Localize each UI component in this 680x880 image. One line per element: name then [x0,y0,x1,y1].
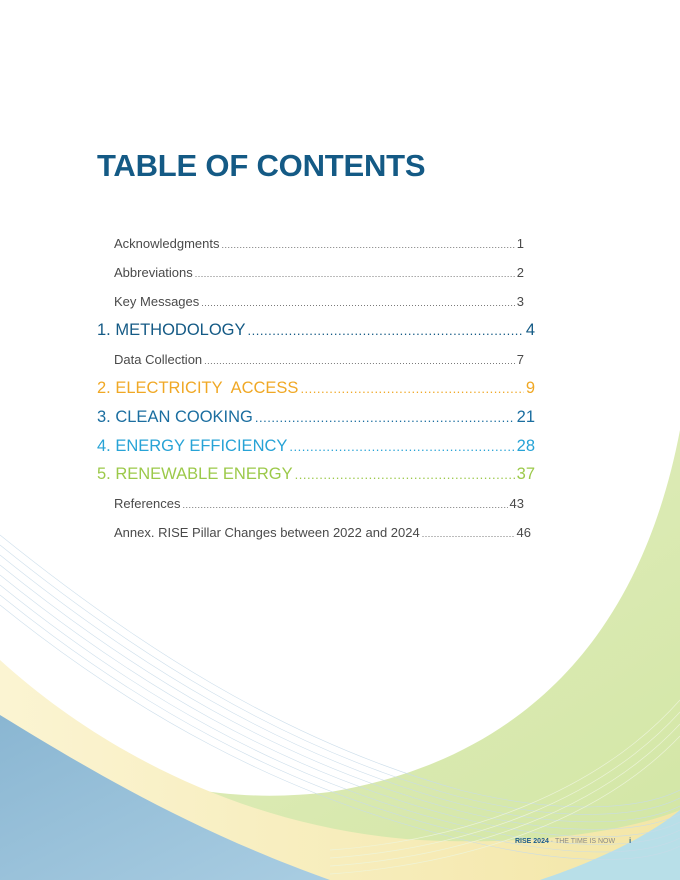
dot-leader [289,439,514,454]
dot-leader [201,298,515,308]
toc-page-number: 9 [525,379,535,397]
toc-entry-acknowledgments[interactable] [114,236,524,251]
dot-leader [248,323,524,338]
toc-page-number: 2 [516,265,524,280]
toc-entry-key-messages[interactable] [114,294,524,309]
toc-page-number: 1 [516,236,524,251]
toc-entry-label: 5. RENEWABLE ENERGY [97,465,293,483]
toc-page-number: 21 [516,408,535,426]
toc-entry-label: Annex. RISE Pillar Changes between 2022 and 2024 [114,525,420,540]
toc-entry-references[interactable] [114,496,524,511]
toc-page-number: 43 [509,496,524,511]
dot-leader [204,356,515,366]
toc-entry-label: Abbreviations [114,265,193,280]
toc-entry-methodology[interactable] [97,321,535,340]
toc-page-number: 4 [525,321,535,339]
dot-leader [300,381,523,396]
toc-page-number: 7 [516,352,524,367]
toc-entry-label: 1. METHODOLOGY [97,321,246,339]
toc-page-number: 28 [516,437,535,455]
dot-leader [222,240,515,250]
toc-entry-energy-efficiency[interactable] [97,437,535,456]
toc-entry-label: 3. CLEAN COOKING [97,408,253,426]
toc-entry-label: References [114,496,181,511]
toc-page-number: 3 [516,294,524,309]
toc-entry-abbreviations[interactable] [114,265,524,280]
toc-entry-label: 2. ELECTRICITY ACCESS [97,379,299,397]
footer-page-number: i [629,838,632,845]
toc-page-number: 37 [516,465,535,483]
page-title: TABLE OF CONTENTS [97,148,426,183]
dot-leader [195,269,515,279]
dot-leader [295,467,515,482]
toc-page-number: 46 [516,525,531,540]
toc-entry-renewable-energy[interactable] [97,465,535,484]
toc-entry-label: Key Messages [114,294,200,309]
dot-leader [255,410,515,425]
page-footer [515,838,631,845]
dot-leader [182,500,507,510]
toc-entry-clean-cooking[interactable] [97,408,535,427]
footer-brand: RISE 2024 [515,838,549,845]
toc-entry-data-collection[interactable] [114,352,524,367]
toc-entry-label: Data Collection [114,352,203,367]
footer-tagline: · THE TIME IS NOW [548,838,616,845]
dot-leader [422,529,515,539]
toc-entry-electricity-access[interactable] [97,379,535,398]
toc-entry-label: 4. ENERGY EFFICIENCY [97,437,288,455]
toc-entry-annex[interactable] [114,525,531,540]
toc-entry-label: Acknowledgments [114,236,220,251]
